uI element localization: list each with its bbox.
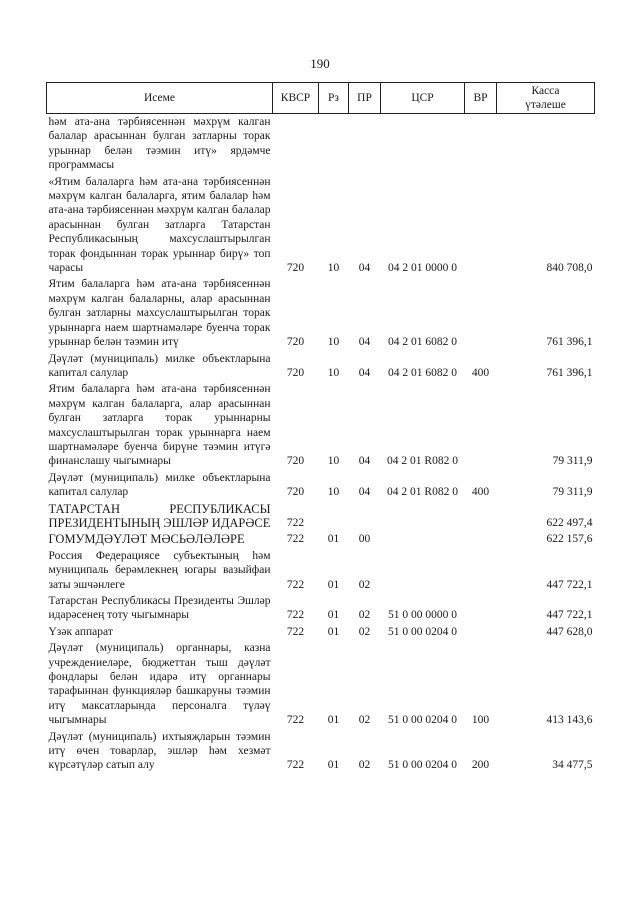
header-kassa	[497, 83, 595, 114]
table-row	[47, 548, 595, 593]
table-row	[47, 174, 595, 277]
cell-name: ТАТАРСТАН РЕСПУБЛИКАСЫ ПРЕЗИДЕНТЫНЫҢ ЭШЛӘР ИДАРӘСЕ	[48, 501, 271, 530]
cell-amount: 447 722,1	[546, 578, 593, 591]
header-kassa-line2: үтәлеше	[525, 99, 566, 111]
cell-pr	[349, 114, 381, 174]
cell-kvsr: 722	[286, 516, 305, 529]
table-row	[47, 114, 595, 174]
table-row	[47, 381, 595, 469]
cell-kvsr: 722	[286, 533, 305, 546]
cell-name: «Ятим балаларга һәм ата-ана тәрбиясеннән мәхрүм калган балаларга, ятим балалар һәм ата-ана тәрбиясеннән мәхрүм калган балалар арасыннан булган затларга Татарстан Республикасының махсуслаштырылган торак фондыннан торак урыннар бирү» топ чарасы	[48, 175, 271, 275]
cell-rz	[319, 114, 349, 174]
cell-amount: 840 708,0	[546, 262, 593, 275]
cell-rz: 10	[327, 366, 340, 379]
cell-amount	[497, 114, 595, 174]
table-row	[47, 624, 595, 640]
cell-amount: 622 157,6	[546, 533, 593, 546]
cell-kvsr: 720	[286, 486, 305, 499]
table-row	[47, 531, 595, 547]
cell-pr	[349, 501, 381, 532]
table-row	[47, 729, 595, 774]
header-csr: ЦСР	[381, 83, 465, 114]
cell-amount: 79 311,9	[552, 486, 593, 499]
table-row	[47, 351, 595, 382]
table-header-row	[47, 83, 595, 114]
cell-csr	[381, 548, 465, 593]
cell-rz: 01	[327, 625, 340, 638]
cell-pr: 02	[358, 578, 371, 591]
table-row	[47, 593, 595, 624]
cell-vr	[465, 501, 497, 532]
cell-vr	[465, 593, 497, 624]
cell-kvsr: 722	[286, 578, 305, 591]
cell-rz: 10	[327, 486, 340, 499]
cell-rz: 01	[327, 609, 340, 622]
cell-csr: 04 2 01 6082 0	[388, 336, 457, 349]
cell-amount: 447 628,0	[546, 625, 593, 638]
cell-rz: 10	[327, 336, 340, 349]
cell-vr: 100	[471, 714, 490, 727]
cell-pr: 04	[358, 366, 371, 379]
cell-vr: 400	[471, 486, 490, 499]
cell-kvsr: 720	[286, 262, 305, 275]
cell-pr: 04	[358, 455, 371, 468]
cell-csr: 04 2 01 6082 0	[388, 366, 457, 379]
cell-pr: 02	[358, 625, 371, 638]
cell-kvsr: 720	[286, 455, 305, 468]
cell-csr: 51 0 00 0204 0	[388, 759, 457, 772]
cell-name: Ятим балаларга һәм ата-ана тәрбиясеннән мәхрүм калган балаларны, алар арасыннан булган затларны махсуслаштырылган торак урыннарга наем шартнамәләре буенча торак урыннар белән тәэмин итү	[48, 278, 271, 349]
cell-csr: 04 2 01 0000 0	[388, 262, 457, 275]
table-row	[47, 501, 595, 532]
cell-name: Дәүләт (муниципаль) органнары, казна учреждениеләре, бюджеттан тыш дәүләт фондлары белән идарә итү органнары тарафыннан функцияләр башкаруны тәэмин итү максатларында персоналга түләү чыгымнары	[48, 642, 271, 727]
cell-name: Татарстан Республикасы Президенты Эшләр идарәсенең тоту чыгымнары	[48, 595, 271, 622]
cell-amount: 622 497,4	[546, 516, 593, 529]
cell-vr: 200	[471, 759, 490, 772]
cell-csr	[381, 531, 465, 547]
cell-name: Дәүләт (муниципаль) милке объектларына капитал салулар	[48, 471, 271, 499]
cell-pr: 02	[358, 759, 371, 772]
cell-csr: 04 2 01 R082 0	[387, 455, 458, 468]
cell-kvsr	[273, 114, 319, 174]
cell-name: Ятим балаларга һәм ата-ана тәрбиясеннән мәхрүм калган балаларга, алар арасыннан булган затларга торак урыннарны махсуслаштырылган торак урыннарга наем шартнамәләре буенча бирүне тәэмин итүгә финанслашу чыгымнары	[48, 383, 271, 468]
cell-name: Үзәк аппарат	[48, 625, 113, 638]
cell-rz	[319, 501, 349, 532]
budget-table	[46, 82, 595, 774]
cell-amount: 34 477,5	[552, 759, 593, 772]
cell-pr: 04	[358, 336, 371, 349]
table-row	[47, 276, 595, 350]
cell-csr: 51 0 00 0204 0	[388, 625, 457, 638]
header-kvsr: КВСР	[273, 83, 319, 114]
cell-csr: 04 2 01 R082 0	[387, 486, 458, 499]
cell-amount: 413 143,6	[546, 714, 593, 727]
cell-vr	[465, 381, 497, 469]
cell-rz: 01	[327, 714, 340, 727]
cell-vr	[465, 548, 497, 593]
cell-kvsr: 720	[286, 366, 305, 379]
cell-pr: 04	[358, 262, 371, 275]
cell-name: ГОМУМДӘҮЛӘТ МӘСЬӘЛӘЛӘРЕ	[48, 532, 245, 547]
cell-vr	[465, 624, 497, 640]
header-vr: ВР	[465, 83, 497, 114]
cell-amount: 761 396,1	[546, 336, 593, 349]
header-kassa-line1: Касса	[531, 85, 560, 97]
cell-vr: 400	[471, 366, 490, 379]
cell-vr	[465, 276, 497, 350]
cell-rz: 10	[327, 455, 340, 468]
table-row	[47, 640, 595, 728]
header-pr: ПР	[349, 83, 381, 114]
cell-vr	[465, 114, 497, 174]
header-rz: Рз	[319, 83, 349, 114]
cell-rz: 01	[327, 533, 340, 546]
page-number: 190	[310, 56, 330, 71]
cell-name: Россия Федерациясе субъектының һәм муниципаль берәмлекнең югары вазыйфаи заты эшчәнлеге	[48, 549, 271, 591]
cell-csr: 51 0 00 0000 0	[388, 609, 457, 622]
cell-csr	[381, 114, 465, 174]
cell-name: Дәүләт (муниципаль) ихтыяҗларын тәэмин итү өчен товарлар, эшләр һәм хезмәт күрсәтүләр сатып алу	[48, 730, 271, 772]
cell-csr: 51 0 00 0204 0	[388, 714, 457, 727]
cell-pr: 02	[358, 714, 371, 727]
cell-rz: 01	[327, 759, 340, 772]
cell-kvsr: 722	[286, 625, 305, 638]
cell-name: һәм ата-ана тәрбиясеннән мәхрүм калган балалар арасыннан булган затларны торак урыннар белән тәэмин итү» ярдәмче программасы	[48, 116, 271, 172]
cell-amount: 447 722,1	[546, 609, 593, 622]
cell-pr: 02	[358, 609, 371, 622]
cell-kvsr: 722	[286, 759, 305, 772]
cell-amount: 761 396,1	[546, 366, 593, 379]
cell-kvsr: 722	[286, 714, 305, 727]
table-row	[47, 470, 595, 501]
cell-pr: 00	[358, 533, 371, 546]
header-name: Исеме	[47, 83, 273, 114]
cell-kvsr: 720	[286, 336, 305, 349]
cell-rz: 01	[327, 578, 340, 591]
cell-pr: 04	[358, 486, 371, 499]
cell-amount: 79 311,9	[552, 455, 593, 468]
cell-vr	[465, 174, 497, 277]
cell-rz: 10	[327, 262, 340, 275]
cell-name: Дәүләт (муниципаль) милке объектларына капитал салулар	[48, 352, 271, 379]
cell-kvsr: 722	[286, 609, 305, 622]
cell-csr	[381, 501, 465, 532]
cell-vr	[465, 531, 497, 547]
